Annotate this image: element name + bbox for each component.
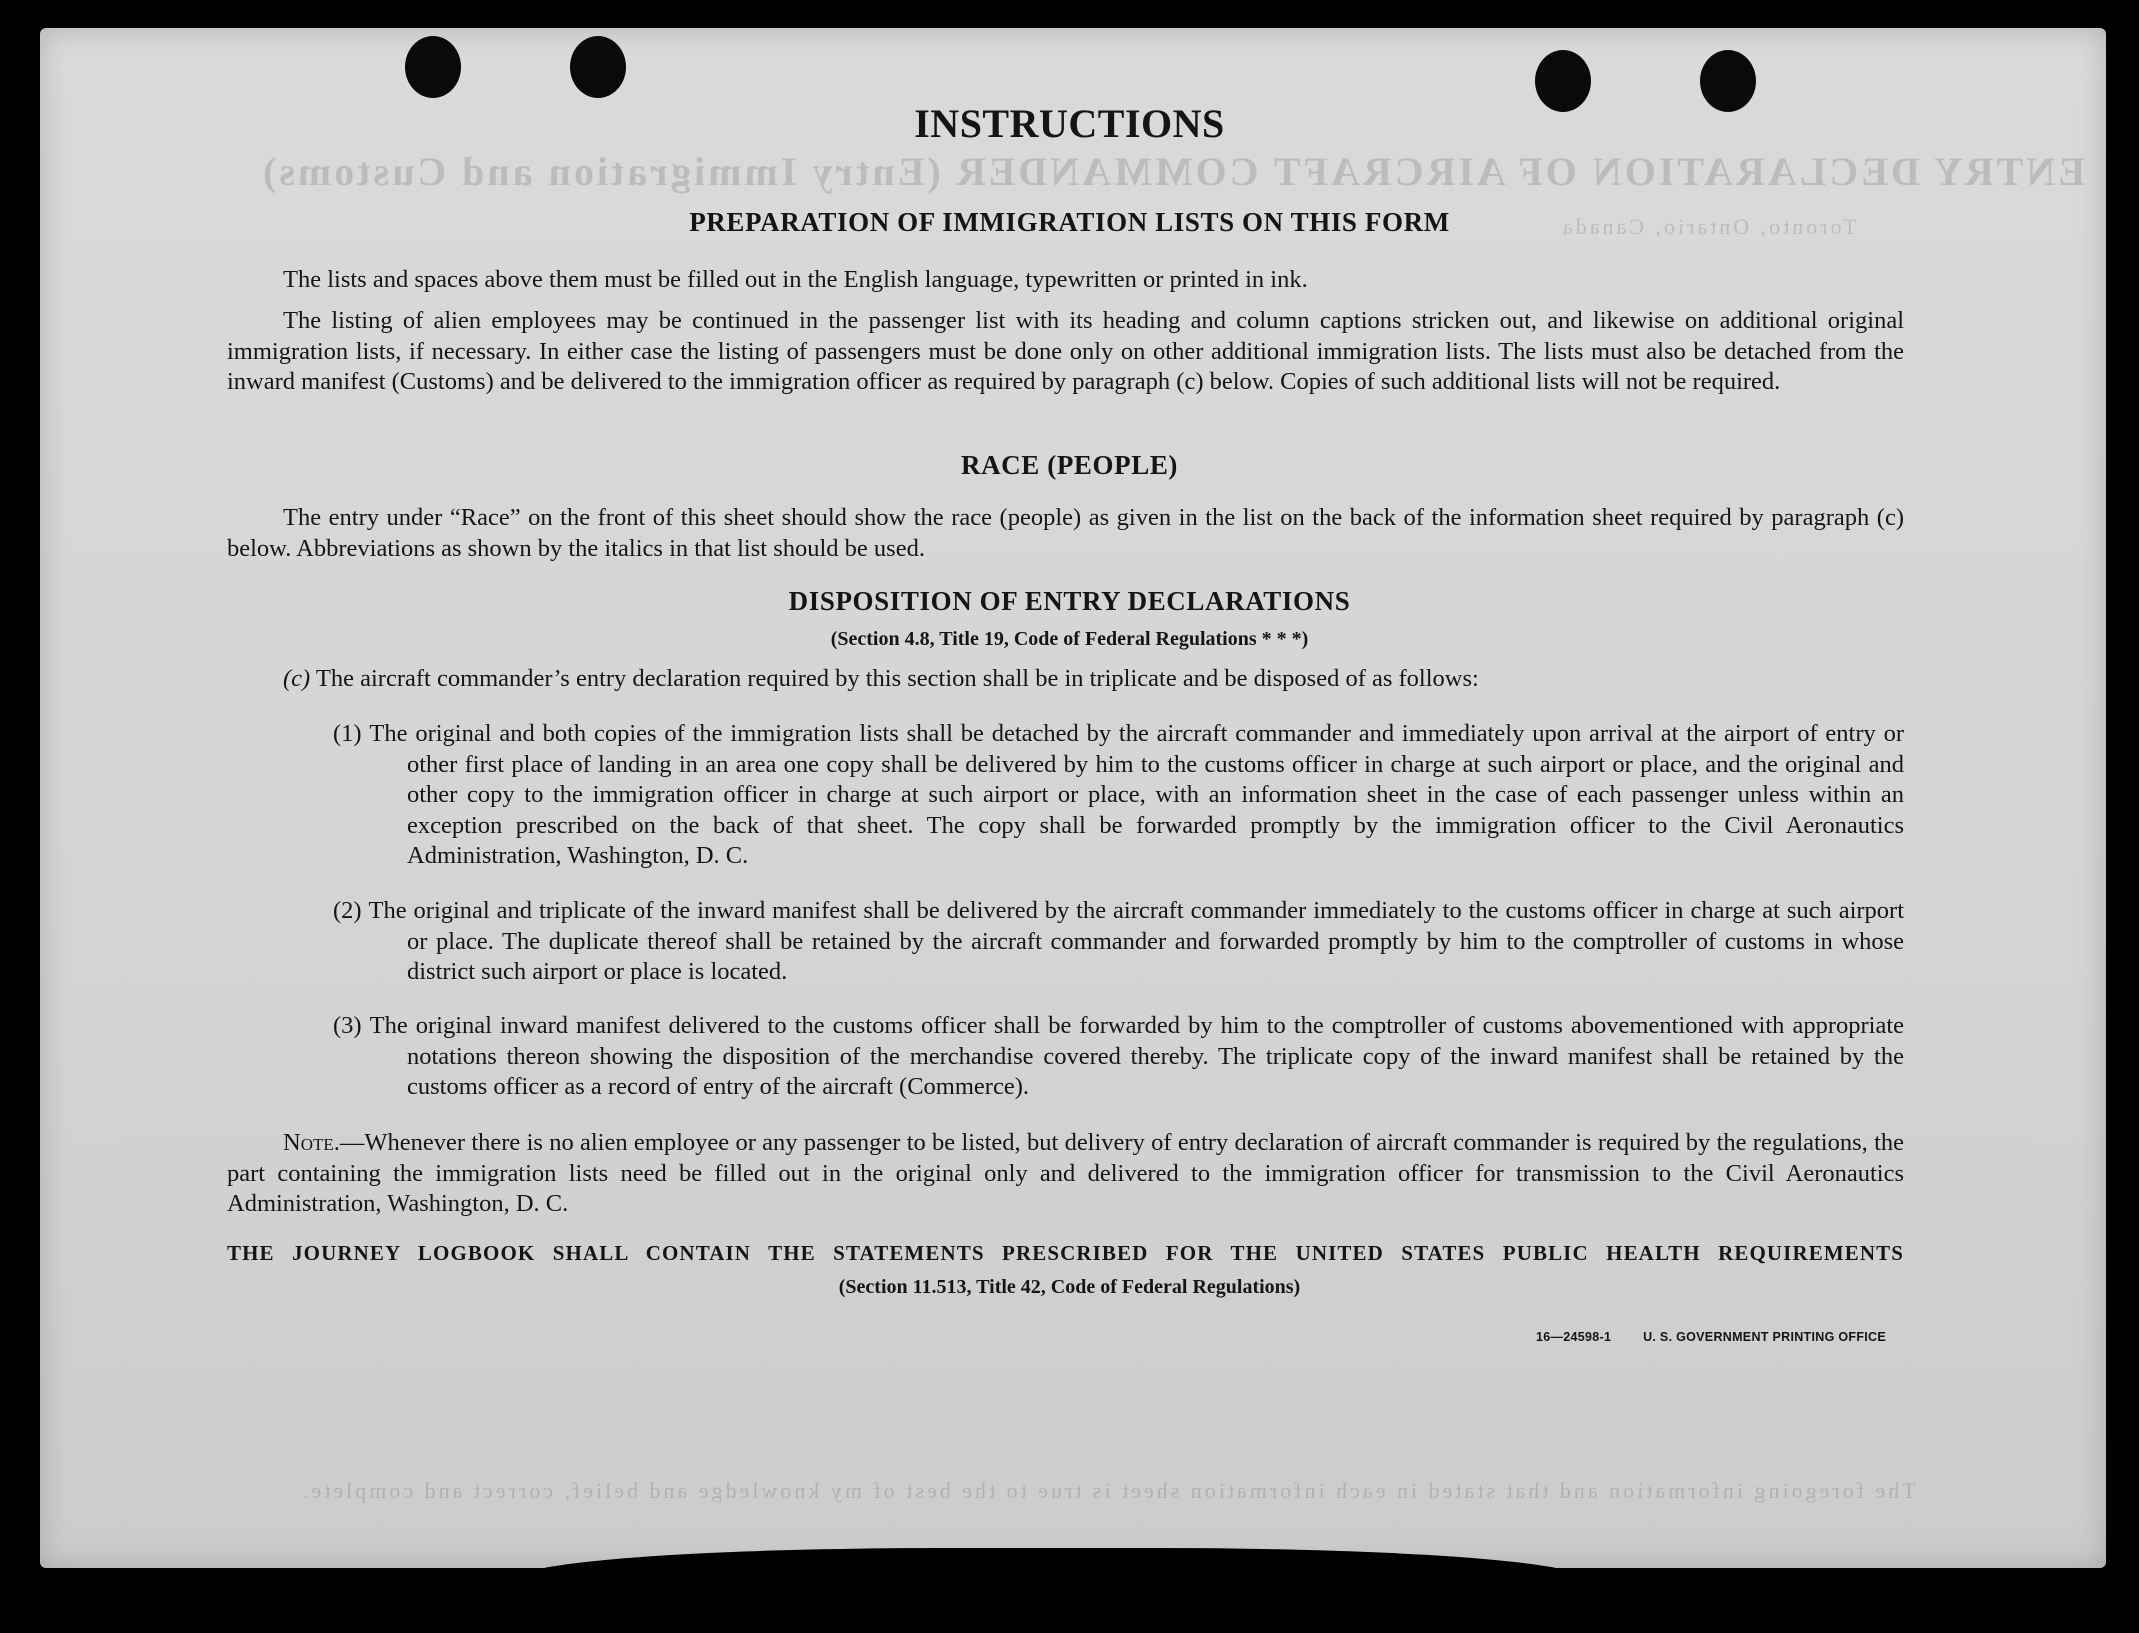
list-item-text: The original and both copies of the immigration lists shall be detached by the aircraft commander and immediately upon arrival at the airport of entry or other first place of landing in an area one copy shall be delivered by him to the customs officer in charge at such airport or place, and the original and other copy to the immigration officer in charge at such airport or place, with an information sheet in the case of each passenger unless within an exception prescribed on the back of that sheet. The copy shall be forwarded promptly by the immigration officer to the Civil Aeronautics Administration, Washington, D. C. xyxy=(369,720,1905,869)
printer-imprint xyxy=(1536,1330,1886,1344)
bleed-through-place: Toronto, Ontario, Canada xyxy=(1560,214,1857,239)
list-item-3 xyxy=(333,1011,1904,1103)
note-label: Note. xyxy=(283,1129,340,1156)
note-paragraph xyxy=(227,1128,1904,1220)
section-citation: (Section 4.8, Title 19, Code of Federal Regulations * * *) xyxy=(830,628,1309,650)
paragraph-lists-language: The lists and spaces above them must be filled out in the English language, typewritten or printed in ink. xyxy=(283,266,1308,293)
journey-logbook-statement: THE JOURNEY LOGBOOK SHALL CONTAIN THE STATEMENTS PRESCRIBED FOR THE UNITED STATES PUBLIC HEALTH REQUIREMENTS xyxy=(227,1241,1904,1265)
paragraph-c xyxy=(283,664,1904,694)
list-item-number: (3) xyxy=(333,1012,362,1039)
list-item-2 xyxy=(333,896,1904,988)
section-heading-disposition: DISPOSITION OF ENTRY DECLARATIONS xyxy=(788,586,1351,616)
note-text: —Whenever there is no alien employee or any passenger to be listed, but delivery of entry declaration of aircraft commander is required by the regulations, the part containing the immigration lists need be filled out in the original only and delivered to the immigration officer for transmission to the Civil Aeronautics Administration, Washington, D. C. xyxy=(227,1129,1904,1217)
printing-office: U. S. GOVERNMENT PRINTING OFFICE xyxy=(1643,1330,1887,1344)
paragraph-race: The entry under “Race” on the front of this sheet should show the race (people) as given in the list on the back of the information sheet required by paragraph (c) below. Abbreviations as shown by the italics in that list should be used. xyxy=(227,504,1904,562)
list-item-text: The original and triplicate of the inward manifest shall be delivered by the aircraft commander immediately to the customs officer in charge at such airport or place. The duplicate thereof shall be retained by the aircraft commander and forwarded promptly by him to the comptroller of customs in whose district such airport or place is located. xyxy=(368,897,1904,985)
list-item-text: The original inward manifest delivered to the customs officer shall be forwarded by him to the comptroller of customs abovementioned with appropriate notations thereon showing the disposition of the merchandise covered thereby. The triplicate copy of the inward manifest shall be retained by the customs officer as a record of entry of the aircraft (Commerce). xyxy=(369,1012,1905,1100)
list-item-number: (2) xyxy=(333,897,362,924)
list-item-1 xyxy=(333,719,1904,872)
bleed-through-heading: ENTRY DECLARATION OF AIRCRAFT COMMANDER (Entry Immigration and Customs) xyxy=(260,149,2085,194)
list-item-number: (1) xyxy=(333,720,362,747)
journey-logbook-citation: (Section 11.513, Title 42, Code of Federal Regulations) xyxy=(838,1276,1301,1298)
bleed-through-footer: The foregoing information and that stated in each information sheet is true to the best of my knowledge and belief, correct and complete. xyxy=(300,1478,1916,1503)
section-heading-preparation: PREPARATION OF IMMIGRATION LISTS ON THIS FORM xyxy=(689,207,1450,237)
form-code: 16—24598-1 xyxy=(1536,1330,1612,1344)
paragraph-c-text: The aircraft commander’s entry declaration required by this section shall be in triplicate and be disposed of as follows: xyxy=(315,665,1479,692)
paragraph-alien-employees: The listing of alien employees may be continued in the passenger list with its heading and column captions stricken out, and likewise on additional original immigration lists, if necessary. In either case the listing of passengers must be done only on other additional immigration lists. The lists must also be detached from the inward manifest (Customs) and be delivered to the immigration officer as required by paragraph (c) below. Copies of such additional lists will not be required. xyxy=(227,307,1904,395)
section-heading-race: RACE (PEOPLE) xyxy=(960,450,1179,480)
paragraph-c-mark: (c) xyxy=(283,665,311,692)
page-title: INSTRUCTIONS xyxy=(914,101,1225,146)
